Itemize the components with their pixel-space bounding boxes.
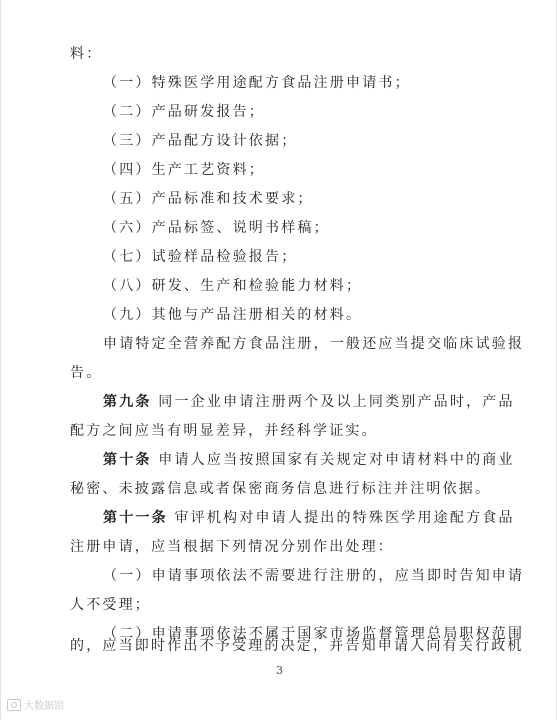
list-item: （八）研发、生产和检验能力材料； [103,278,363,294]
list-item: （二）产品研发报告； [103,104,265,120]
paragraph-line: 配方之间应当有明显差异，并经科学证实。 [70,423,378,439]
article-10-text: 申请人应当按照国家有关规定对申请材料中的商业 [158,452,515,468]
list-item: （七）试验样品检验报告； [103,249,298,265]
watermark-text: 大数据馆 [24,701,64,712]
paragraph-line: 申请特定全营养配方食品注册，一般还应当提交临床试验报 [103,336,525,352]
list-item: （五）产品标准和技术要求； [103,191,314,207]
paragraph-line: 秘密、未披露信息或者保密商务信息进行标注并注明依据。 [70,481,492,497]
article-11-label: 第十一条 [103,510,168,526]
list-item: （一）申请事项依法不需要进行注册的，应当即时告知申请 [103,568,525,584]
text-line: 料： [70,46,103,62]
paragraph-line: 注册申请，应当根据下列情况分别作出处理： [70,539,394,555]
article-11-text: 审评机构对申请人提出的特殊医学用途配方食品 [174,510,515,526]
list-item: （六）产品标签、说明书样稿； [103,220,330,236]
article-9-line [103,392,515,412]
watermark [7,697,64,712]
paragraph-line: 的，应当即时作出不予受理的决定，并告知申请人向有关行政机 [70,638,524,654]
article-10-line [103,450,515,470]
camera-icon [7,699,21,711]
article-10-label: 第十条 [103,452,152,468]
article-9-label: 第九条 [103,394,152,410]
paragraph-line: 人不受理； [70,597,151,613]
list-item: （二）申请事项依法不属于国家市场监督管理总局职权范围 [103,626,525,642]
list-item: （四）生产工艺资料； [103,162,265,178]
article-9-text: 同一企业申请注册两个及以上同类别产品时，产品 [158,394,515,410]
list-item: （三）产品配方设计依据； [103,133,298,149]
page-number: 3 [276,664,283,677]
paragraph-line: 告。 [70,365,103,381]
list-item: （九）其他与产品注册相关的材料。 [103,307,363,323]
list-item: （一）特殊医学用途配方食品注册申请书； [103,75,411,91]
article-11-line [103,508,515,528]
